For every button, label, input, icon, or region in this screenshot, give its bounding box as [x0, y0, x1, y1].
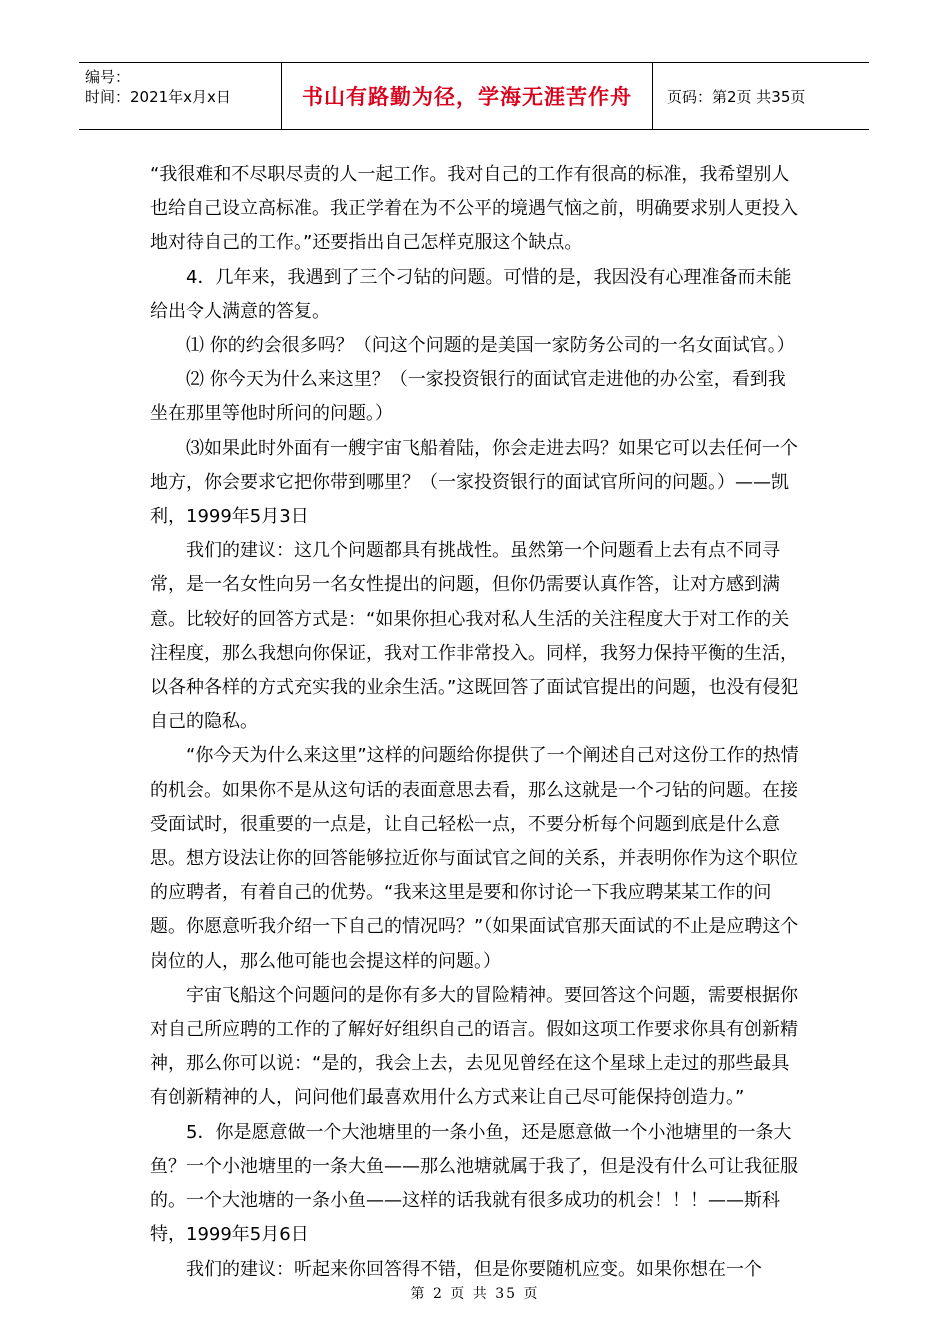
- paragraph: 4．几年来，我遇到了三个刁钻的问题。可惜的是，我因没有心理准备而未能给出令人满意的答复。: [150, 266, 792, 322]
- paragraph: 我们的建议：这几个问题都具有挑战性。虽然第一个问题看上去有点不同寻常，是一名女性向另一名女性提出的问题，但你仍需要认真作答，让对方感到满意。比较好的回答方式是：“如果你担心我对私人生活的关注程度大于对工作的关注程度，那么我想向你保证，我对工作非常投入。同样，我努力保持平衡的生活，以各种各样的方式充实我的业余生活。”这既回答了面试官提出的问题，也没有侵犯自己的隐私。: [150, 540, 799, 733]
- header-motto: 书山有路勤为径，学海无涯苦作舟: [302, 85, 632, 109]
- paragraph: ⑴ 你的约会很多吗？（问这个问题的是美国一家防务公司的一名女面试官。）: [186, 335, 795, 357]
- page-footer: 第 2 页 共 35 页: [410, 1286, 540, 1302]
- paragraph: “我很难和不尽职尽责的人一起工作。我对自己的工作有很高的标准，我希望别人也给自己设立高标准。我正学着在为不公平的境遇气恼之前，明确要求别人更投入地对待自己的工作。”还要指出自己怎样克服这个缺点。: [150, 164, 798, 254]
- serial-number-label: 编号：: [85, 68, 131, 86]
- paragraph: ⑵ 你今天为什么来这里？（一家投资银行的面试官走进他的办公室，看到我坐在那里等他时所问的问题。）: [150, 369, 786, 425]
- header-page-cell: [653, 63, 869, 129]
- page-header: [79, 62, 869, 130]
- paragraph: ⑶如果此时外面有一艘宇宙飞船着陆，你会走进去吗？如果它可以去任何一个地方，你会要求它把你带到哪里？（一家投资银行的面试官所问的问题。）——凯利，1999年5月3日: [150, 437, 798, 528]
- paragraph: “你今天为什么来这里”这样的问题给你提供了一个阐述自己对这份工作的热情的机会。如果你不是从这句话的表面意思去看，那么这就是一个刁钻的问题。在接受面试时，很重要的一点是，让自己轻松一点，不要分析每个问题到底是什么意思。想方设法让你的回答能够拉近你与面试官之间的关系，并表明你作为这个职位的应聘者，有着自己的优势。“我来这里是要和你讨论一下我应聘某某工作的问题。你愿意听我介绍一下自己的情况吗？”（如果面试官那天面试的不止是应聘这个岗位的人，那么他可能也会提这样的问题。）: [150, 745, 799, 972]
- document-body: [150, 158, 802, 1287]
- date-label: 时间：2021年x月x日: [85, 88, 231, 106]
- header-meta: [79, 63, 282, 129]
- paragraph: 宇宙飞船这个问题问的是你有多大的冒险精神。要回答这个问题，需要根据你对自己所应聘的工作的了解好好组织自己的语言。假如这项工作要求你具有创新精神，那么你可以说：“是的，我会上去，去见见曾经在这个星球上走过的那些最具有创新精神的人，问问他们最喜欢用什么方式来让自己尽可能保持创造力。”: [150, 984, 798, 1109]
- header-page-info: 页码：第2页 共35页: [667, 87, 806, 106]
- paragraph: 我们的建议：听起来你回答得不错，但是你要随机应变。如果你想在一个: [186, 1258, 762, 1280]
- paragraph: 5．你是愿意做一个大池塘里的一条小鱼，还是愿意做一个小池塘里的一条大鱼？一个小池塘里的一条大鱼——那么池塘就属于我了，但是没有什么可让我征服的。一个大池塘的一条小鱼——这样的话我就有很多成功的机会！！！——斯科特，1999年5月6日: [150, 1121, 798, 1246]
- header-motto-cell: [282, 63, 653, 129]
